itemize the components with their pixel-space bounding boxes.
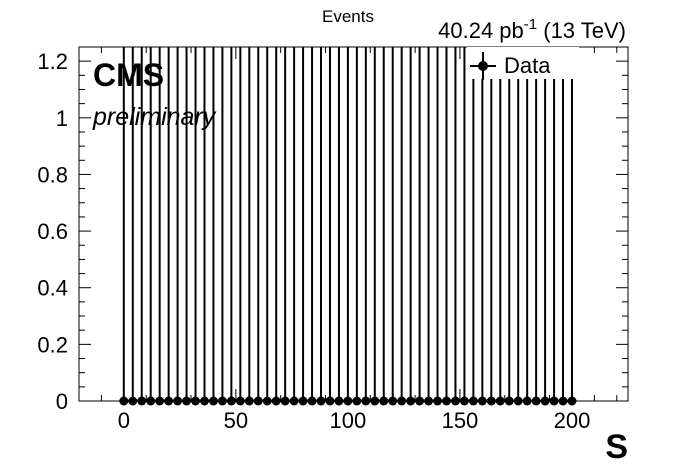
y-tick-label-0.6: 0.6	[37, 219, 68, 245]
y-tick-label-1.2: 1.2	[37, 49, 68, 75]
data-point-88	[317, 47, 326, 406]
data-point-144	[442, 47, 451, 406]
y-tick-label-0.2: 0.2	[37, 332, 68, 358]
y-tick-label-1: 1	[55, 105, 68, 131]
data-point-168	[496, 47, 505, 406]
data-point-124	[397, 47, 406, 406]
x-axis-label: S	[605, 428, 628, 466]
y-tick-label-0.4: 0.4	[37, 275, 68, 301]
data-point-108	[361, 47, 370, 406]
data-point-84	[308, 47, 317, 406]
x-tick-label-200: 200	[553, 408, 591, 433]
data-point-120	[388, 47, 397, 406]
data-point-64	[263, 47, 272, 406]
data-point-172	[505, 47, 514, 406]
data-point-20	[164, 47, 173, 406]
data-point-152	[460, 47, 469, 406]
data-point-156	[469, 47, 478, 406]
data-point-12	[146, 47, 155, 406]
data-point-48	[227, 47, 236, 406]
data-marks	[119, 47, 576, 406]
data-point-196	[559, 47, 568, 406]
cms-label: CMS	[93, 57, 165, 93]
luminosity-label	[438, 16, 626, 43]
legend-entry-data: Data	[504, 53, 551, 78]
x-tick-label-0: 0	[117, 408, 130, 433]
data-point-160	[478, 47, 487, 406]
data-point-200	[567, 47, 576, 406]
luminosity-value: 40.24 pb	[438, 18, 524, 43]
data-point-164	[487, 47, 496, 406]
legend-marker-dot	[478, 61, 488, 71]
data-point-72	[281, 47, 290, 406]
data-point-24	[173, 47, 182, 406]
y-tick-label-0: 0	[55, 389, 68, 414]
data-point-176	[514, 47, 523, 406]
data-point-68	[272, 47, 281, 406]
luminosity-energy: (13 TeV)	[543, 18, 626, 43]
x-tick-label-100: 100	[329, 408, 367, 433]
data-point-0	[119, 47, 128, 406]
data-point-60	[254, 47, 263, 406]
data-point-116	[379, 47, 388, 406]
data-point-192	[550, 47, 559, 406]
x-tick-label-50: 50	[223, 408, 249, 433]
data-point-100	[343, 47, 352, 406]
data-point-104	[352, 47, 361, 406]
data-point-16	[155, 47, 164, 406]
data-point-76	[290, 47, 299, 406]
data-point-56	[245, 47, 254, 406]
x-tick-label-150: 150	[441, 408, 479, 433]
data-point-28	[182, 47, 191, 406]
data-point-44	[218, 47, 227, 406]
data-point-132	[415, 47, 424, 406]
data-point-188	[541, 47, 550, 406]
data-point-32	[191, 47, 200, 406]
luminosity-exponent: -1	[523, 16, 538, 33]
cms-sublabel: preliminary	[93, 103, 216, 131]
y-tick-label-0.8: 0.8	[37, 162, 68, 188]
data-point-180	[523, 47, 532, 406]
data-point-140	[433, 47, 442, 406]
data-point-128	[406, 47, 415, 406]
data-point-92	[325, 47, 334, 406]
data-point-8	[137, 47, 146, 406]
data-point-36	[200, 47, 209, 406]
data-point-136	[424, 47, 433, 406]
data-point-148	[451, 47, 460, 406]
data-point-52	[236, 47, 245, 406]
data-point-96	[334, 47, 343, 406]
data-point-184	[532, 47, 541, 406]
data-point-40	[209, 47, 218, 406]
data-point-112	[370, 47, 379, 406]
legend	[467, 47, 579, 80]
data-point-4	[128, 47, 137, 406]
chart-title: Events	[322, 7, 374, 26]
data-point-80	[299, 47, 308, 406]
